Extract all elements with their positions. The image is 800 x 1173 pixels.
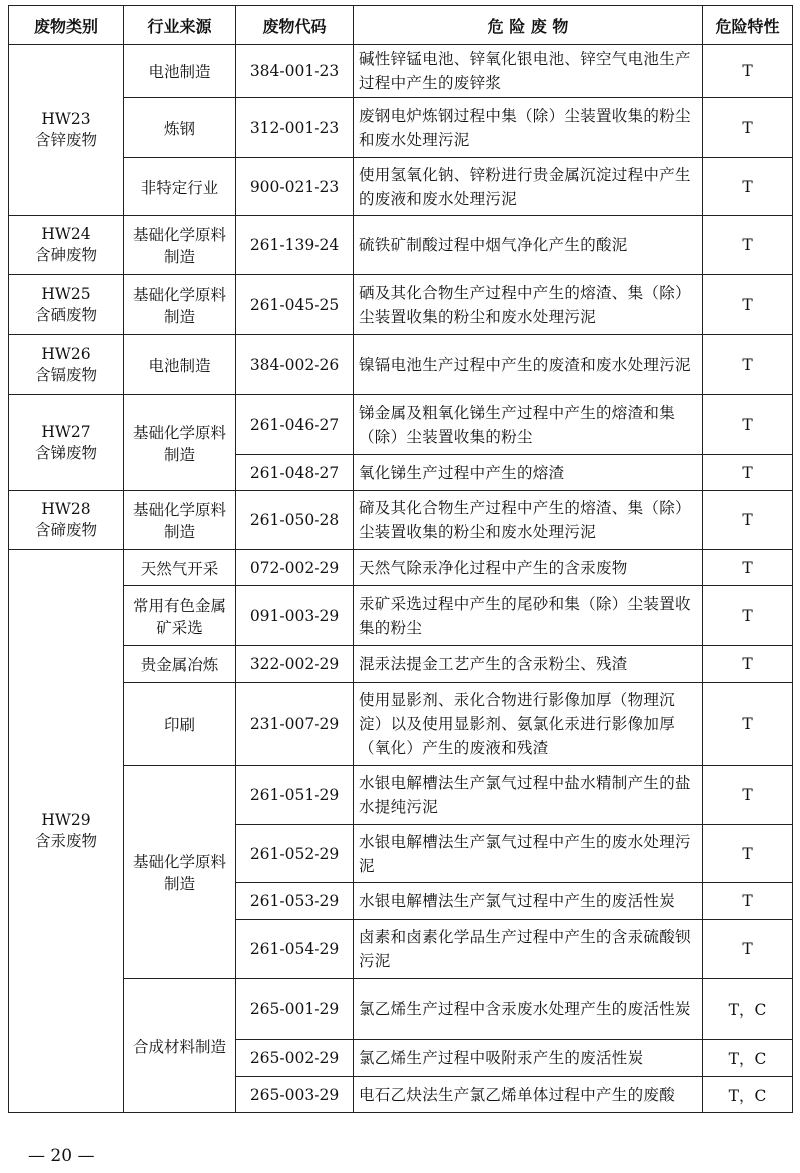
hazard-property: T <box>703 586 793 646</box>
waste-code: 265-003-29 <box>236 1077 354 1113</box>
waste-code: 261-045-25 <box>236 275 354 335</box>
waste-code: 261-139-24 <box>236 216 354 275</box>
table-row <box>9 683 793 766</box>
hazard-property: T <box>703 550 793 586</box>
category-code: HW25 <box>41 284 91 303</box>
waste-code: 072-002-29 <box>236 550 354 586</box>
table-row <box>9 586 793 646</box>
waste-code: 265-001-29 <box>236 979 354 1040</box>
hazard-property: T <box>703 491 793 550</box>
hazard-property: T <box>703 275 793 335</box>
hazard-property: T <box>703 395 793 455</box>
category-name: 含硒废物 <box>34 305 97 324</box>
waste-code: 261-048-27 <box>236 455 354 491</box>
category-cell <box>9 491 124 550</box>
hazard-property: T <box>703 766 793 825</box>
hazard-property: T，C <box>703 1077 793 1113</box>
hazard-property: T <box>703 683 793 766</box>
industry-cell: 炼钢 <box>124 98 236 158</box>
waste-code: 261-053-29 <box>236 883 354 920</box>
table-row <box>9 395 793 455</box>
table-row <box>9 646 793 683</box>
hazard-property: T <box>703 455 793 491</box>
hazard-property: T <box>703 646 793 683</box>
industry-cell: 基础化学原料制造 <box>124 395 236 491</box>
waste-code: 261-052-29 <box>236 825 354 883</box>
hazard-property: T，C <box>703 979 793 1040</box>
header-waste: 危 险 废 物 <box>354 6 703 45</box>
category-code: HW28 <box>41 500 91 518</box>
waste-description: 镍镉电池生产过程中产生的废渣和废水处理污泥 <box>354 335 703 395</box>
industry-cell: 电池制造 <box>124 335 236 395</box>
header-category: 废物类别 <box>9 6 124 45</box>
table-row <box>9 491 793 550</box>
waste-description: 碱性锌锰电池、锌氧化银电池、锌空气电池生产过程中产生的废锌浆 <box>354 45 703 98</box>
hazard-property: T <box>703 216 793 275</box>
table-row <box>9 979 793 1040</box>
hazard-property: T <box>703 825 793 883</box>
hazard-property: T，C <box>703 1040 793 1077</box>
waste-description: 废钢电炉炼钢过程中集（除）尘装置收集的粉尘和废水处理污泥 <box>354 98 703 158</box>
waste-description: 硒及其化合物生产过程中产生的熔渣、集（除）尘装置收集的粉尘和废水处理污泥 <box>354 275 703 335</box>
waste-description: 汞矿采选过程中产生的尾砂和集（除）尘装置收集的粉尘 <box>354 586 703 646</box>
category-name: 含汞废物 <box>34 832 97 850</box>
category-name: 含碲废物 <box>34 521 97 539</box>
industry-cell: 基础化学原料制造 <box>124 275 236 335</box>
waste-description: 水银电解槽法生产氯气过程中盐水精制产生的盐水提纯污泥 <box>354 766 703 825</box>
waste-description: 水银电解槽法生产氯气过程中产生的废活性炭 <box>354 883 703 920</box>
table-row <box>9 550 793 586</box>
header-code: 废物代码 <box>236 6 354 45</box>
waste-code: 265-002-29 <box>236 1040 354 1077</box>
waste-description: 氧化锑生产过程中产生的熔渣 <box>354 455 703 491</box>
waste-description: 氯乙烯生产过程中吸附汞产生的废活性炭 <box>354 1040 703 1077</box>
waste-code: 900-021-23 <box>236 158 354 216</box>
category-cell <box>9 275 124 335</box>
waste-description: 使用氢氧化钠、锌粉进行贵金属沉淀过程中产生的废液和废水处理污泥 <box>354 158 703 216</box>
page-number: — 20 — <box>28 1146 95 1166</box>
waste-description: 水银电解槽法生产氯气过程中产生的废水处理污泥 <box>354 825 703 883</box>
category-cell <box>9 216 124 275</box>
header-industry: 行业来源 <box>124 6 236 45</box>
category-code: HW27 <box>41 422 91 441</box>
waste-code: 261-050-28 <box>236 491 354 550</box>
waste-description: 硫铁矿制酸过程中烟气净化产生的酸泥 <box>354 216 703 275</box>
table-row <box>9 335 793 395</box>
waste-code: 261-051-29 <box>236 766 354 825</box>
category-name: 含镉废物 <box>34 365 97 384</box>
category-code: HW26 <box>41 344 91 363</box>
category-cell <box>9 45 124 216</box>
waste-code: 322-002-29 <box>236 646 354 683</box>
waste-code: 384-002-26 <box>236 335 354 395</box>
waste-description: 混汞法提金工艺产生的含汞粉尘、残渣 <box>354 646 703 683</box>
industry-cell: 电池制造 <box>124 45 236 98</box>
hazard-property: T <box>703 45 793 98</box>
table-header-row <box>9 6 793 45</box>
waste-code: 384-001-23 <box>236 45 354 98</box>
waste-description: 天然气除汞净化过程中产生的含汞废物 <box>354 550 703 586</box>
table-row <box>9 158 793 216</box>
table-row <box>9 275 793 335</box>
hazardous-waste-table <box>8 5 793 1113</box>
industry-cell: 常用有色金属矿采选 <box>124 586 236 646</box>
waste-code: 312-001-23 <box>236 98 354 158</box>
waste-description: 使用显影剂、汞化合物进行影像加厚（物理沉淀）以及使用显影剂、氨氯化汞进行影像加厚（氧化）产生的废液和残渣 <box>354 683 703 766</box>
category-name: 含砷废物 <box>34 246 97 264</box>
waste-description: 电石乙炔法生产氯乙烯单体过程中产生的废酸 <box>354 1077 703 1113</box>
category-name: 含锑废物 <box>34 443 97 462</box>
category-name: 含锌废物 <box>34 131 97 149</box>
waste-code: 091-003-29 <box>236 586 354 646</box>
industry-cell: 非特定行业 <box>124 158 236 216</box>
hazard-property: T <box>703 158 793 216</box>
category-cell <box>9 335 124 395</box>
waste-description: 氯乙烯生产过程中含汞废水处理产生的废活性炭 <box>354 979 703 1040</box>
waste-code: 231-007-29 <box>236 683 354 766</box>
table-row <box>9 45 793 98</box>
hazard-property: T <box>703 98 793 158</box>
table-row <box>9 98 793 158</box>
industry-cell: 天然气开采 <box>124 550 236 586</box>
hazard-property: T <box>703 883 793 920</box>
hazard-property: T <box>703 335 793 395</box>
category-code: HW23 <box>41 110 91 128</box>
hazard-property: T <box>703 920 793 979</box>
table-row <box>9 216 793 275</box>
waste-description: 卤素和卤素化学品生产过程中产生的含汞硫酸钡污泥 <box>354 920 703 979</box>
industry-cell: 基础化学原料制造 <box>124 216 236 275</box>
industry-cell: 合成材料制造 <box>124 979 236 1113</box>
industry-cell: 基础化学原料制造 <box>124 491 236 550</box>
waste-description: 碲及其化合物生产过程中产生的熔渣、集（除）尘装置收集的粉尘和废水处理污泥 <box>354 491 703 550</box>
waste-description: 锑金属及粗氧化锑生产过程中产生的熔渣和集（除）尘装置收集的粉尘 <box>354 395 703 455</box>
header-property: 危险特性 <box>703 6 793 45</box>
category-cell <box>9 395 124 491</box>
waste-code: 261-054-29 <box>236 920 354 979</box>
category-code: HW29 <box>41 811 91 829</box>
table-row <box>9 766 793 825</box>
waste-code: 261-046-27 <box>236 395 354 455</box>
category-code: HW24 <box>41 225 91 243</box>
industry-cell: 贵金属冶炼 <box>124 646 236 683</box>
industry-cell: 基础化学原料制造 <box>124 766 236 979</box>
category-cell <box>9 550 124 1113</box>
industry-cell: 印刷 <box>124 683 236 766</box>
